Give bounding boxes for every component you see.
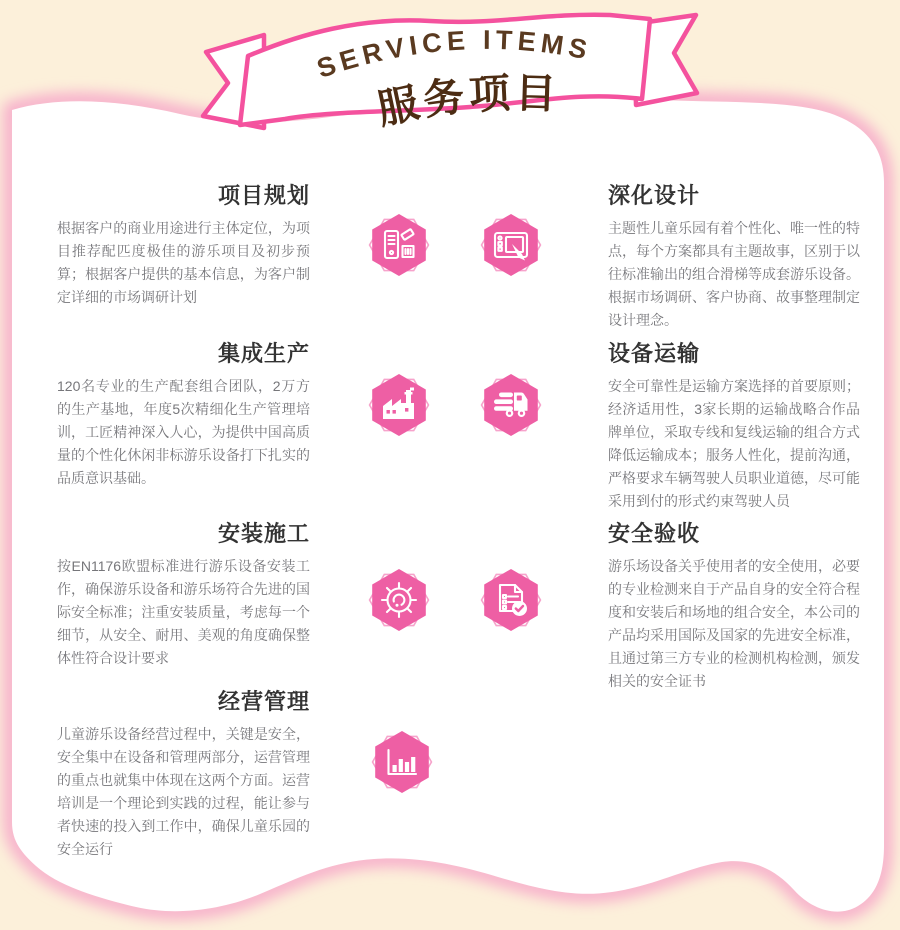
service-block-integrated-production — [57, 341, 310, 490]
service-block-safety-acceptance — [608, 521, 860, 693]
service-block-operation-management — [57, 689, 310, 861]
transport-icon — [471, 365, 551, 445]
production-icon — [359, 365, 439, 445]
service-items-banner — [0, 0, 900, 160]
service-description: 根据客户的商业用途进行主体定位，为项目推荐配匹度极佳的游乐项目及初步预算；根据客户提供的基本信息，为客户制定详细的市场调研计划 — [57, 220, 310, 306]
service-description: 主题性儿童乐园有着个性化、唯一性的特点，每个方案都具有主题故事，区别于以往标准输出的组合滑梯等成套游乐设备。根据市场调研、客户协商、故事整理制定设计理念。 — [608, 220, 860, 329]
management-icon — [362, 722, 442, 802]
service-block-project-planning — [57, 183, 310, 309]
service-description: 儿童游乐设备经营过程中，关键是安全，安全集中在设备和管理两部分，运营管理的重点也就集中体现在这两个方面。运营培训是一个理论到实践的过程，能让参与者快速的投入到工作中，确保儿童乐园的安全运行 — [57, 726, 310, 858]
service-title: 安装施工 — [217, 521, 310, 546]
service-block-equipment-transport — [608, 341, 860, 513]
service-description: 游乐场设备关乎使用者的安全使用，必要的专业检测来自于产品自身的安全符合程度和安装后和场地的组合安全，本公司的产品均采用国际及国家的先进安全标准，且通过第三方专业的检测机构检测，颁发相关的安全证书 — [608, 558, 860, 690]
service-block-deepened-design — [608, 183, 860, 332]
installation-icon — [359, 560, 439, 640]
service-title: 集成生产 — [217, 341, 310, 366]
service-title: 深化设计 — [608, 183, 701, 208]
acceptance-icon — [471, 560, 551, 640]
banner-title-en: SERVICE ITEMS — [313, 24, 595, 84]
service-description: 安全可靠性是运输方案选择的首要原则；经济适用性，3家长期的运输战略合作品牌单位，采取专线和复线运输的组合方式降低运输成本；服务人性化，提前沟通，严格要求车辆驾驶人员职业道德，尽可能采用到付的形式约束驾驶人员 — [608, 378, 860, 510]
banner-title-zh: 服务项目 — [373, 69, 561, 133]
service-block-installation — [57, 521, 310, 670]
design-icon — [471, 205, 551, 285]
service-title: 项目规划 — [217, 183, 310, 208]
planning-icon — [359, 205, 439, 285]
service-title: 设备运输 — [608, 341, 701, 366]
service-title: 安全验收 — [608, 521, 701, 546]
service-description: 120名专业的生产配套组合团队，2万方的生产基地，年度5次精细化生产管理培训，工匠精神深入人心，为提供中国高质量的个性化休闲非标游乐设备打下扎实的品质意识基础。 — [57, 378, 310, 487]
service-title: 经营管理 — [217, 689, 310, 714]
service-description: 按EN1176欧盟标准进行游乐设备安装工作，确保游乐设备和游乐场符合先进的国际安全标准；注重安装质量，考虑每一个细节，从安全、耐用、美观的角度确保整体性符合设计要求 — [57, 558, 310, 667]
